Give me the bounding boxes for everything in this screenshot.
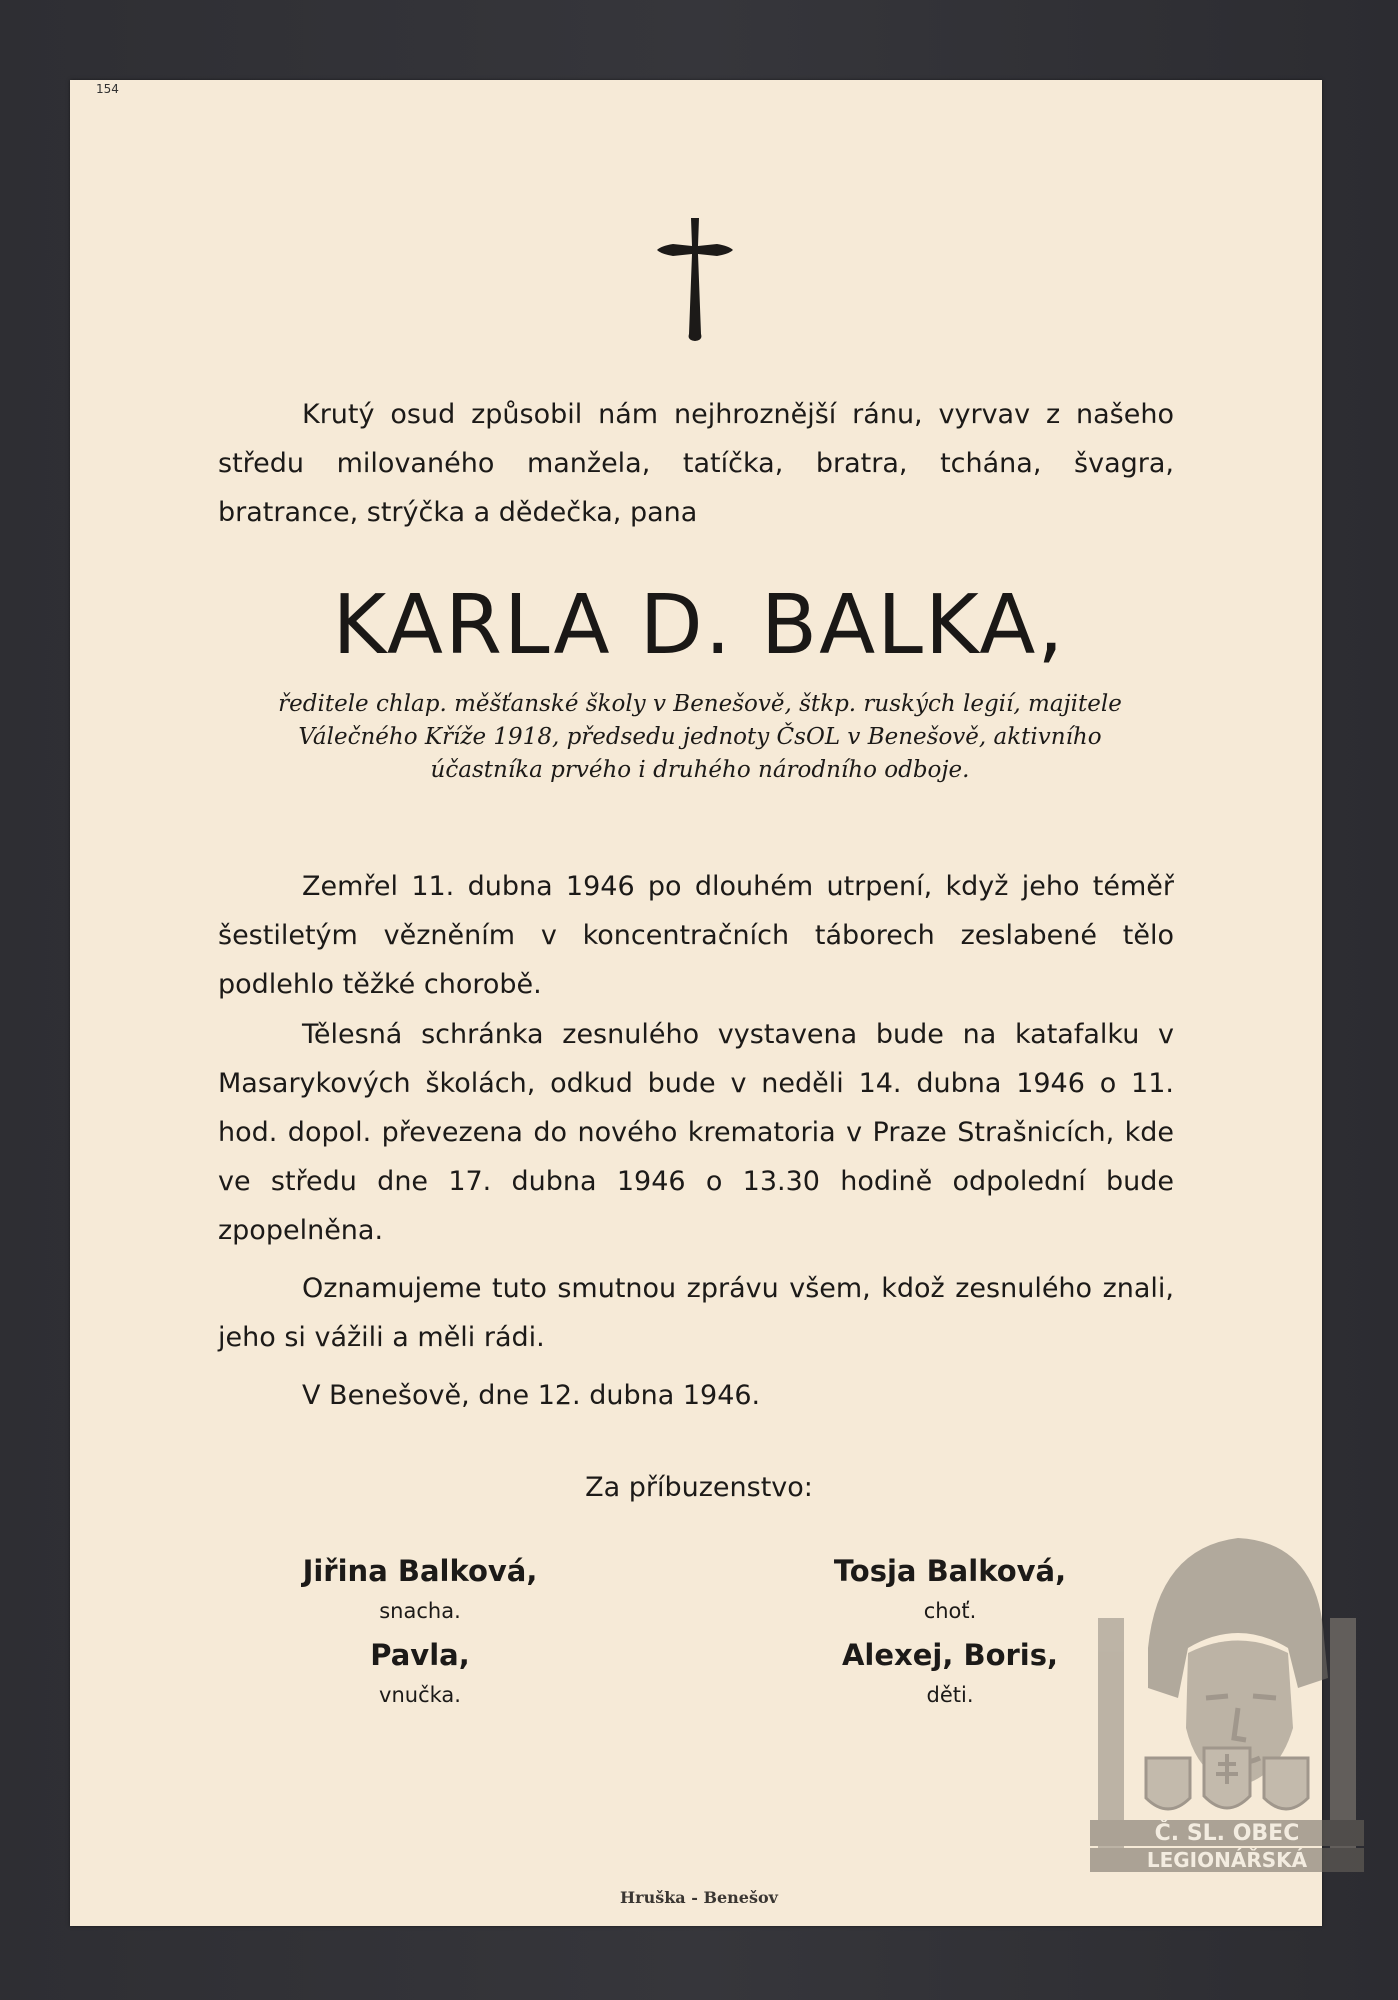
announcement-paragraph bbox=[218, 1264, 1174, 1362]
funeral-text: Tělesná schránka zesnulého vystavena bude na katafalku v Masarykových školách, odkud bude v neděli 14. dubna 1946 o 11. hod. dopol. převezena do nového krematoria v Praze Strašnicích, kde ve středu dne 17. dubna 1946 o 13.30 hodině odpolední bude zpopelněna. bbox=[218, 1019, 1174, 1246]
relatives-heading: Za příbuzenstvo: bbox=[585, 1472, 813, 1503]
legion-watermark-logo bbox=[1088, 1528, 1366, 1874]
signatory-name: Tosja Balková, bbox=[833, 1554, 1067, 1588]
titles-line-3: účastníka prvého i druhého národního odboje. bbox=[430, 757, 970, 783]
logo-text-top: Č. SL. OBEC bbox=[1154, 1821, 1300, 1846]
deceased-name: KARLA D. BALKA, bbox=[332, 578, 1066, 673]
death-text: Zemřel 11. dubna 1946 po dlouhém utrpení, když jeho téměř šestiletým vězněním v koncentračních táborech zeslabené tělo podlehlo těžké chorobě. bbox=[218, 871, 1174, 1000]
signatory-relation: choť. bbox=[923, 1599, 977, 1623]
signatories-left bbox=[240, 1550, 600, 1718]
signatory-relation: snacha. bbox=[379, 1599, 461, 1623]
signatories-right bbox=[770, 1550, 1130, 1718]
signatory-name: Pavla, bbox=[370, 1638, 470, 1672]
signatory-relation: vnučka. bbox=[379, 1683, 461, 1707]
signatory-relation: děti. bbox=[926, 1683, 974, 1707]
funeral-paragraph bbox=[218, 1010, 1174, 1255]
signatory-name: Alexej, Boris, bbox=[841, 1638, 1059, 1672]
titles-line-1: ředitele chlap. měšťanské školy v Benešově, štkp. ruských legií, majitele bbox=[278, 691, 1122, 717]
announcement-text: Oznamujeme tuto smutnou zprávu všem, kdož zesnulého znali, jeho si vážili a měli rádi. bbox=[218, 1273, 1174, 1353]
death-paragraph bbox=[218, 862, 1174, 1009]
intro-paragraph bbox=[218, 390, 1174, 537]
logo-text-bottom: LEGIONÁŘSKÁ bbox=[1146, 1848, 1308, 1872]
printer-imprint: Hruška - Benešov bbox=[620, 1888, 778, 1907]
intro-text: Krutý osud způsobil nám nejhroznější ránu, vyrvav z našeho středu milovaného manžela, tatíčka, bratra, tchána, švagra, bratrance, strýčka a dědečka, pana bbox=[218, 399, 1174, 528]
signatory-name: Jiřina Balková, bbox=[302, 1554, 538, 1588]
place-date: V Benešově, dne 12. dubna 1946. bbox=[302, 1380, 761, 1411]
archive-number: 154 bbox=[96, 82, 119, 96]
cross-icon bbox=[655, 216, 735, 342]
deceased-titles bbox=[200, 688, 1200, 787]
titles-line-2: Válečného Kříže 1918, předsedu jednoty ČsOL v Benešově, aktivního bbox=[298, 724, 1102, 750]
